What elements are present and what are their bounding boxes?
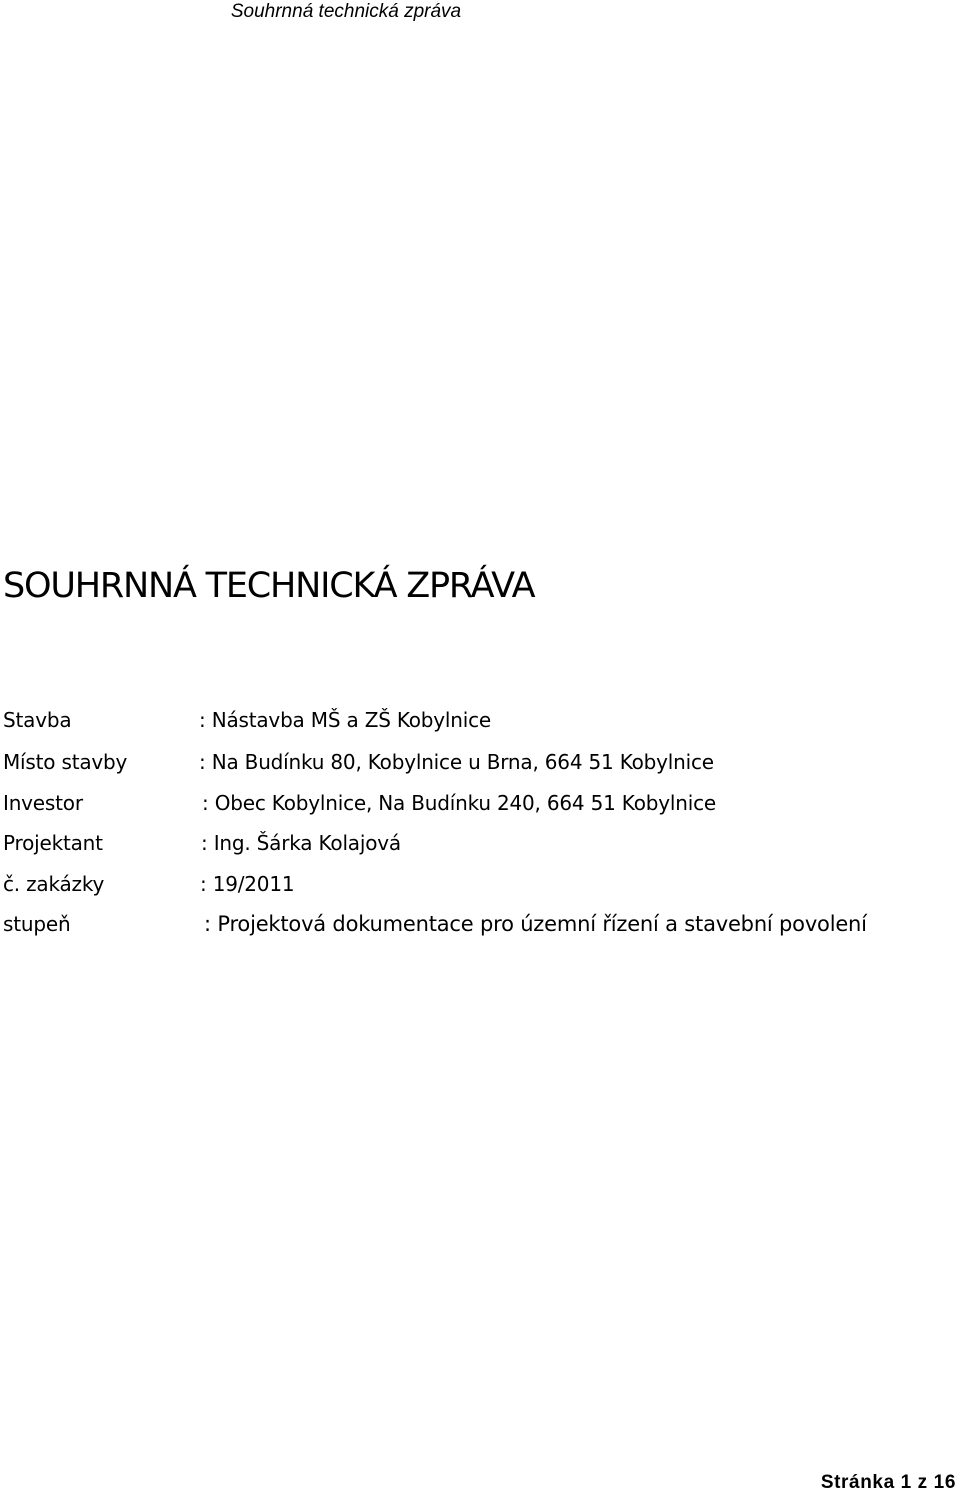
page-number: Stránka 1 z 16 bbox=[820, 1472, 956, 1493]
field-row-cislo-zakazky bbox=[3, 871, 295, 897]
field-label-stupen: stupeň bbox=[3, 912, 71, 936]
running-header: Souhrnná technická zpráva bbox=[230, 1, 462, 22]
field-row-investor bbox=[3, 790, 716, 816]
document-title: SOUHRNNÁ TECHNICKÁ ZPRÁVA bbox=[3, 566, 535, 606]
field-label-cislo-zakazky: č. zakázky bbox=[3, 872, 105, 896]
field-value-cislo-zakazky: : 19/2011 bbox=[200, 872, 295, 896]
field-label-misto-stavby: Místo stavby bbox=[3, 750, 128, 774]
field-label-investor: Investor bbox=[3, 791, 83, 815]
field-value-misto-stavby: : Na Budínku 80, Kobylnice u Brna, 664 51 Kobylnice bbox=[199, 750, 714, 774]
field-value-stavba: : Nástavba MŠ a ZŠ Kobylnice bbox=[199, 708, 492, 732]
field-value-stupen: : Projektová dokumentace pro územní řízení a stavební povolení bbox=[204, 912, 867, 936]
field-row-projektant bbox=[3, 830, 401, 856]
field-value-investor: : Obec Kobylnice, Na Budínku 240, 664 51 Kobylnice bbox=[202, 791, 716, 815]
field-row-stupen bbox=[3, 911, 867, 937]
field-row-misto-stavby bbox=[3, 749, 714, 775]
field-label-projektant: Projektant bbox=[3, 831, 103, 855]
field-label-stavba: Stavba bbox=[3, 708, 72, 732]
field-row-stavba bbox=[3, 707, 492, 733]
field-value-projektant: : Ing. Šárka Kolajová bbox=[201, 831, 401, 855]
